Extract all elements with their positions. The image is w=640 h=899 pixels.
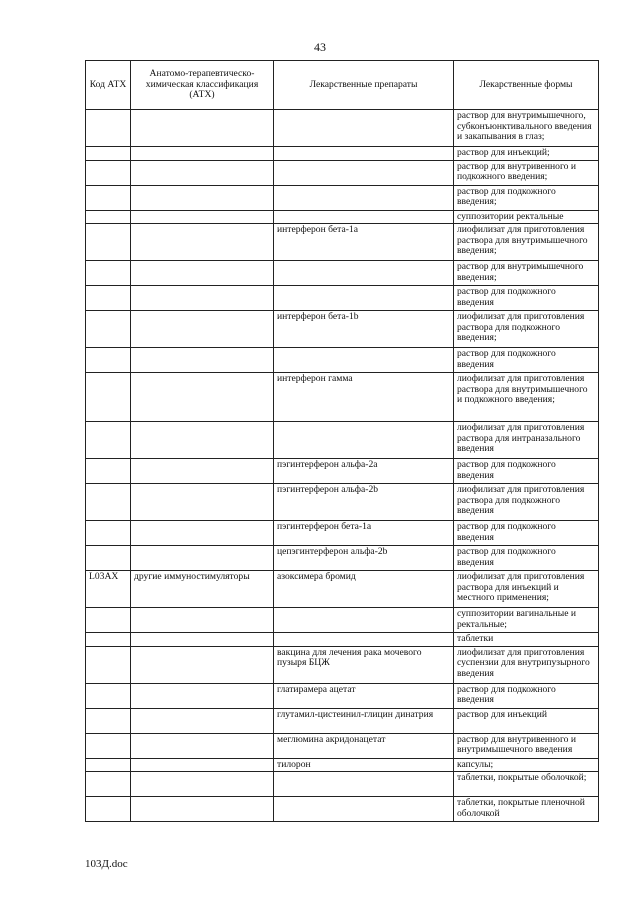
cell-dosage-form: раствор для инъекций; [454,147,599,161]
header-dosage-forms: Лекарственные формы [454,61,599,110]
cell-atx-code [86,210,131,224]
cell-drug-name [274,147,454,161]
cell-dosage-form: лиофилизат для приготовления раствора для подкожного введения [454,484,599,521]
cell-dosage-form: капсулы; [454,758,599,772]
cell-atx-classification [131,683,274,708]
cell-atx-classification [131,422,274,459]
cell-drug-name: меглюмина акридонацетат [274,733,454,758]
cell-atx-code [86,797,131,822]
cell-atx-code [86,147,131,161]
cell-dosage-form: лиофилизат для приготовления раствора для интраназального введения [454,422,599,459]
cell-atx-code [86,484,131,521]
cell-atx-code [86,224,131,261]
cell-atx-classification [131,484,274,521]
cell-drug-name: интерферон гамма [274,373,454,422]
cell-drug-name [274,772,454,797]
table-row [86,646,599,683]
cell-dosage-form: таблетки [454,633,599,647]
cell-atx-classification [131,261,274,286]
cell-dosage-form: раствор для подкожного введения [454,521,599,546]
table-row [86,608,599,633]
cell-atx-code [86,708,131,733]
table-row [86,286,599,311]
cell-atx-code [86,646,131,683]
cell-atx-code [86,633,131,647]
table-row [86,546,599,571]
cell-drug-name: пэгинтерферон бета-1a [274,521,454,546]
table-row [86,708,599,733]
cell-drug-name: глатирамера ацетат [274,683,454,708]
table-body [86,110,599,822]
cell-atx-classification [131,160,274,185]
cell-drug-name: цепэгинтерферон альфа-2b [274,546,454,571]
header-drugs: Лекарственные препараты [274,61,454,110]
cell-dosage-form: раствор для внутримышечного введения; [454,261,599,286]
cell-atx-classification [131,459,274,484]
cell-dosage-form: раствор для подкожного введения [454,459,599,484]
cell-atx-classification [131,797,274,822]
cell-dosage-form: лиофилизат для приготовления раствора для внутримышечного и подкожного введения; [454,373,599,422]
cell-atx-code [86,521,131,546]
cell-dosage-form: лиофилизат для приготовления раствора для инъекций и местного применения; [454,571,599,608]
cell-drug-name: интерферон бета-1a [274,224,454,261]
table-row [86,422,599,459]
cell-dosage-form: раствор для внутримышечного, субконъюнктивального введения и закапывания в глаз; [454,110,599,147]
cell-atx-classification [131,608,274,633]
table-row [86,210,599,224]
cell-drug-name [274,422,454,459]
cell-dosage-form: раствор для подкожного введения [454,286,599,311]
cell-drug-name [274,633,454,647]
cell-atx-classification [131,373,274,422]
cell-dosage-form: раствор для внутривенного и подкожного введения; [454,160,599,185]
cell-atx-code [86,286,131,311]
cell-drug-name [274,608,454,633]
cell-drug-name: пэгинтерферон альфа-2b [274,484,454,521]
cell-drug-name: вакцина для лечения рака мочевого пузыря БЦЖ [274,646,454,683]
cell-atx-code [86,185,131,210]
atx-drug-table [85,60,599,822]
cell-atx-code [86,546,131,571]
cell-dosage-form: суппозитории ректальные [454,210,599,224]
table-row [86,772,599,797]
table-row [86,185,599,210]
cell-atx-classification [131,758,274,772]
cell-atx-classification [131,772,274,797]
table-row [86,459,599,484]
cell-atx-code [86,608,131,633]
table-row [86,147,599,161]
cell-atx-code [86,373,131,422]
cell-atx-code [86,348,131,373]
cell-atx-classification [131,646,274,683]
cell-atx-classification [131,311,274,348]
cell-drug-name [274,286,454,311]
cell-atx-code [86,758,131,772]
cell-drug-name [274,261,454,286]
table-row [86,484,599,521]
table-row [86,683,599,708]
cell-atx-classification [131,521,274,546]
cell-atx-classification [131,708,274,733]
table-row [86,758,599,772]
cell-atx-classification [131,633,274,647]
cell-atx-classification [131,224,274,261]
cell-atx-code [86,733,131,758]
cell-atx-code [86,422,131,459]
cell-drug-name [274,160,454,185]
table-row [86,633,599,647]
table-row [86,521,599,546]
cell-drug-name: азоксимера бромид [274,571,454,608]
cell-atx-code: L03AX [86,571,131,608]
cell-atx-classification [131,286,274,311]
cell-dosage-form: раствор для инъекций [454,708,599,733]
cell-dosage-form: раствор для подкожного введения [454,546,599,571]
cell-atx-classification: другие иммуностимуляторы [131,571,274,608]
table-row [86,311,599,348]
cell-dosage-form: таблетки, покрытые пленочной оболочкой [454,797,599,822]
cell-atx-classification [131,185,274,210]
table-row [86,261,599,286]
footer-filename: 103Д.doc [85,858,128,870]
cell-atx-code [86,261,131,286]
table-row [86,348,599,373]
table-row [86,797,599,822]
table-row [86,571,599,608]
cell-atx-code [86,110,131,147]
cell-atx-code [86,459,131,484]
cell-atx-code [86,683,131,708]
cell-atx-code [86,772,131,797]
cell-dosage-form: раствор для подкожного введения [454,348,599,373]
table-row [86,160,599,185]
cell-dosage-form: раствор для подкожного введения [454,683,599,708]
cell-atx-classification [131,546,274,571]
cell-drug-name: интерферон бета-1b [274,311,454,348]
table-row [86,733,599,758]
cell-dosage-form: лиофилизат для приготовления суспензии для внутрипузырного введения [454,646,599,683]
cell-atx-classification [131,110,274,147]
cell-atx-classification [131,733,274,758]
cell-drug-name [274,110,454,147]
cell-drug-name: пэгинтерферон альфа-2a [274,459,454,484]
cell-dosage-form: лиофилизат для приготовления раствора для подкожного введения; [454,311,599,348]
cell-dosage-form: суппозитории вагинальные и ректальные; [454,608,599,633]
page-number: 43 [314,40,326,54]
cell-atx-code [86,311,131,348]
cell-dosage-form: таблетки, покрытые оболочкой; [454,772,599,797]
cell-drug-name [274,210,454,224]
cell-atx-classification [131,147,274,161]
cell-drug-name [274,348,454,373]
cell-atx-classification [131,348,274,373]
cell-dosage-form: лиофилизат для приготовления раствора для внутримышечного введения; [454,224,599,261]
cell-atx-classification [131,210,274,224]
table-row [86,110,599,147]
header-atx-code: Код АТХ [86,61,131,110]
table-header-row [86,61,599,110]
cell-atx-code [86,160,131,185]
cell-drug-name [274,185,454,210]
table-row [86,224,599,261]
table-row [86,373,599,422]
cell-drug-name: глутамил-цистеинил-глицин динатрия [274,708,454,733]
cell-dosage-form: раствор для внутривенного и внутримышечного введения [454,733,599,758]
cell-dosage-form: раствор для подкожного введения; [454,185,599,210]
header-atx-classification: Анатомо-терапевтическо-химическая классификация (АТХ) [131,61,274,110]
cell-drug-name [274,797,454,822]
cell-drug-name: тилорон [274,758,454,772]
